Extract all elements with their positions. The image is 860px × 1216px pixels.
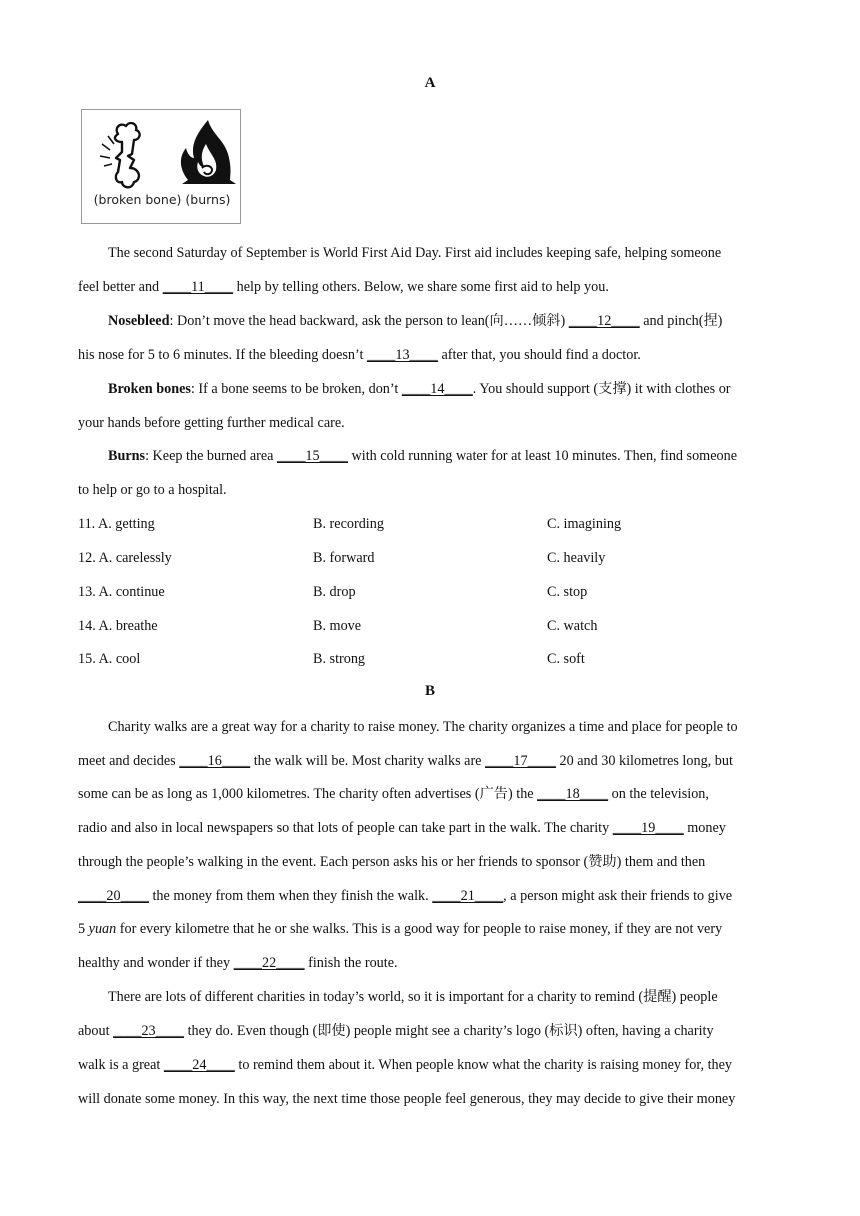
option-15-a: 15. A. cool bbox=[78, 651, 141, 667]
paragraph-line: Broken bones: If a bone seems to be broken, don’t ____14____. You should support (支撑) it with clothes or bbox=[108, 381, 731, 397]
paragraph-line: meet and decides ____16____ the walk will be. Most charity walks are ____17____ 20 and 30 kilometres long, but bbox=[78, 753, 733, 769]
option-13-a: 13. A. continue bbox=[78, 584, 165, 600]
paragraph-line: 5 yuan for every kilometre that he or she walks. This is a good way for people to raise money, if they are not very bbox=[78, 921, 723, 937]
blank-20: ____20____ bbox=[78, 888, 149, 904]
paragraph-line: Burns: Keep the burned area ____15____ with cold running water for at least 10 minutes. Then, find someone bbox=[108, 448, 737, 464]
blank-17: ____17____ bbox=[485, 753, 556, 769]
first-aid-illustration bbox=[82, 110, 242, 225]
paragraph-line: The second Saturday of September is World First Aid Day. First aid includes keeping safe, helping someone bbox=[108, 245, 722, 261]
paragraph-line: his nose for 5 to 6 minutes. If the bleeding doesn’t ____13____ after that, you should find a doctor. bbox=[78, 347, 641, 363]
section-b-heading: B bbox=[424, 683, 435, 699]
paragraph-line: ____20____ the money from them when they finish the walk. ____21____, a person might ask their friends to give bbox=[78, 888, 733, 904]
option-14-a: 14. A. breathe bbox=[78, 618, 158, 634]
flame-icon bbox=[181, 120, 236, 184]
blank-19: ____19____ bbox=[612, 820, 684, 836]
paragraph-line: through the people’s walking in the event. Each person asks his or her friends to sponsor (赞助) them and then bbox=[78, 854, 706, 870]
term-burns: Burns bbox=[108, 448, 146, 464]
paragraph-line: your hands before getting further medical care. bbox=[78, 415, 345, 431]
paragraph-line: Nosebleed: Don’t move the head backward, ask the person to lean(向……倾斜) ____12____ and pinch(捏) bbox=[108, 313, 723, 329]
paragraph-line: healthy and wonder if they ____22____ finish the route. bbox=[78, 955, 398, 971]
option-14-c: C. watch bbox=[547, 618, 598, 634]
paragraph-line: some can be as long as 1,000 kilometres. The charity often advertises (广告) the ____18____ on the television, bbox=[78, 786, 709, 802]
blank-24: ____24____ bbox=[163, 1057, 235, 1073]
paragraph-line: Charity walks are a great way for a charity to raise money. The charity organizes a time and place for people to bbox=[108, 719, 738, 735]
option-13-b: B. drop bbox=[313, 584, 356, 600]
option-14-b: B. move bbox=[313, 618, 362, 634]
option-11-a: 11. A. getting bbox=[78, 516, 155, 532]
option-11-b: B. recording bbox=[313, 516, 384, 532]
term-yuan: yuan bbox=[88, 921, 117, 937]
blank-22: ____22____ bbox=[233, 955, 305, 971]
paragraph-line: There are lots of different charities in today’s world, so it is important for a charity to remind (提醒) people bbox=[108, 989, 718, 1005]
term-nosebleed: Nosebleed bbox=[108, 313, 170, 329]
blank-21: ____21____ bbox=[432, 888, 504, 904]
figure-caption: (broken bone) (burns) bbox=[93, 192, 231, 207]
blank-12: ____12____ bbox=[568, 313, 640, 329]
blank-14: ____14____ bbox=[401, 381, 473, 397]
blank-16: ____16____ bbox=[179, 753, 251, 769]
section-a-heading: A bbox=[424, 75, 436, 91]
option-11-c: C. imagining bbox=[547, 516, 622, 532]
option-12-c: C. heavily bbox=[547, 550, 606, 566]
paragraph-line: about ____23____ they do. Even though (即使) people might see a charity’s logo (标识) often, having a charity bbox=[78, 1023, 714, 1039]
blank-11: ____11____ bbox=[162, 279, 234, 295]
blank-15: ____15____ bbox=[277, 448, 348, 464]
option-15-c: C. soft bbox=[547, 651, 585, 667]
option-15-b: B. strong bbox=[313, 651, 366, 667]
paragraph-line: feel better and ____11____ help by telling others. Below, we share some first aid to help you. bbox=[78, 279, 609, 295]
paragraph-line: to help or go to a hospital. bbox=[78, 482, 227, 498]
broken-bone-icon bbox=[100, 123, 140, 187]
option-13-c: C. stop bbox=[547, 584, 588, 600]
option-12-b: B. forward bbox=[313, 550, 375, 566]
option-12-a: 12. A. carelessly bbox=[78, 550, 172, 566]
paragraph-line: will donate some money. In this way, the next time those people feel generous, they may decide to give their money bbox=[78, 1091, 736, 1107]
blank-23: ____23____ bbox=[113, 1023, 185, 1039]
paragraph-line: radio and also in local newspapers so that lots of people can take part in the walk. The charity ____19____ money bbox=[78, 820, 726, 836]
first-aid-figure bbox=[81, 109, 241, 224]
paragraph-line: walk is a great ____24____ to remind them about it. When people know what the charity is raising money for, they bbox=[78, 1057, 733, 1073]
blank-18: ____18____ bbox=[537, 786, 609, 802]
blank-13: ____13____ bbox=[366, 347, 438, 363]
term-broken-bones: Broken bones bbox=[108, 381, 191, 397]
